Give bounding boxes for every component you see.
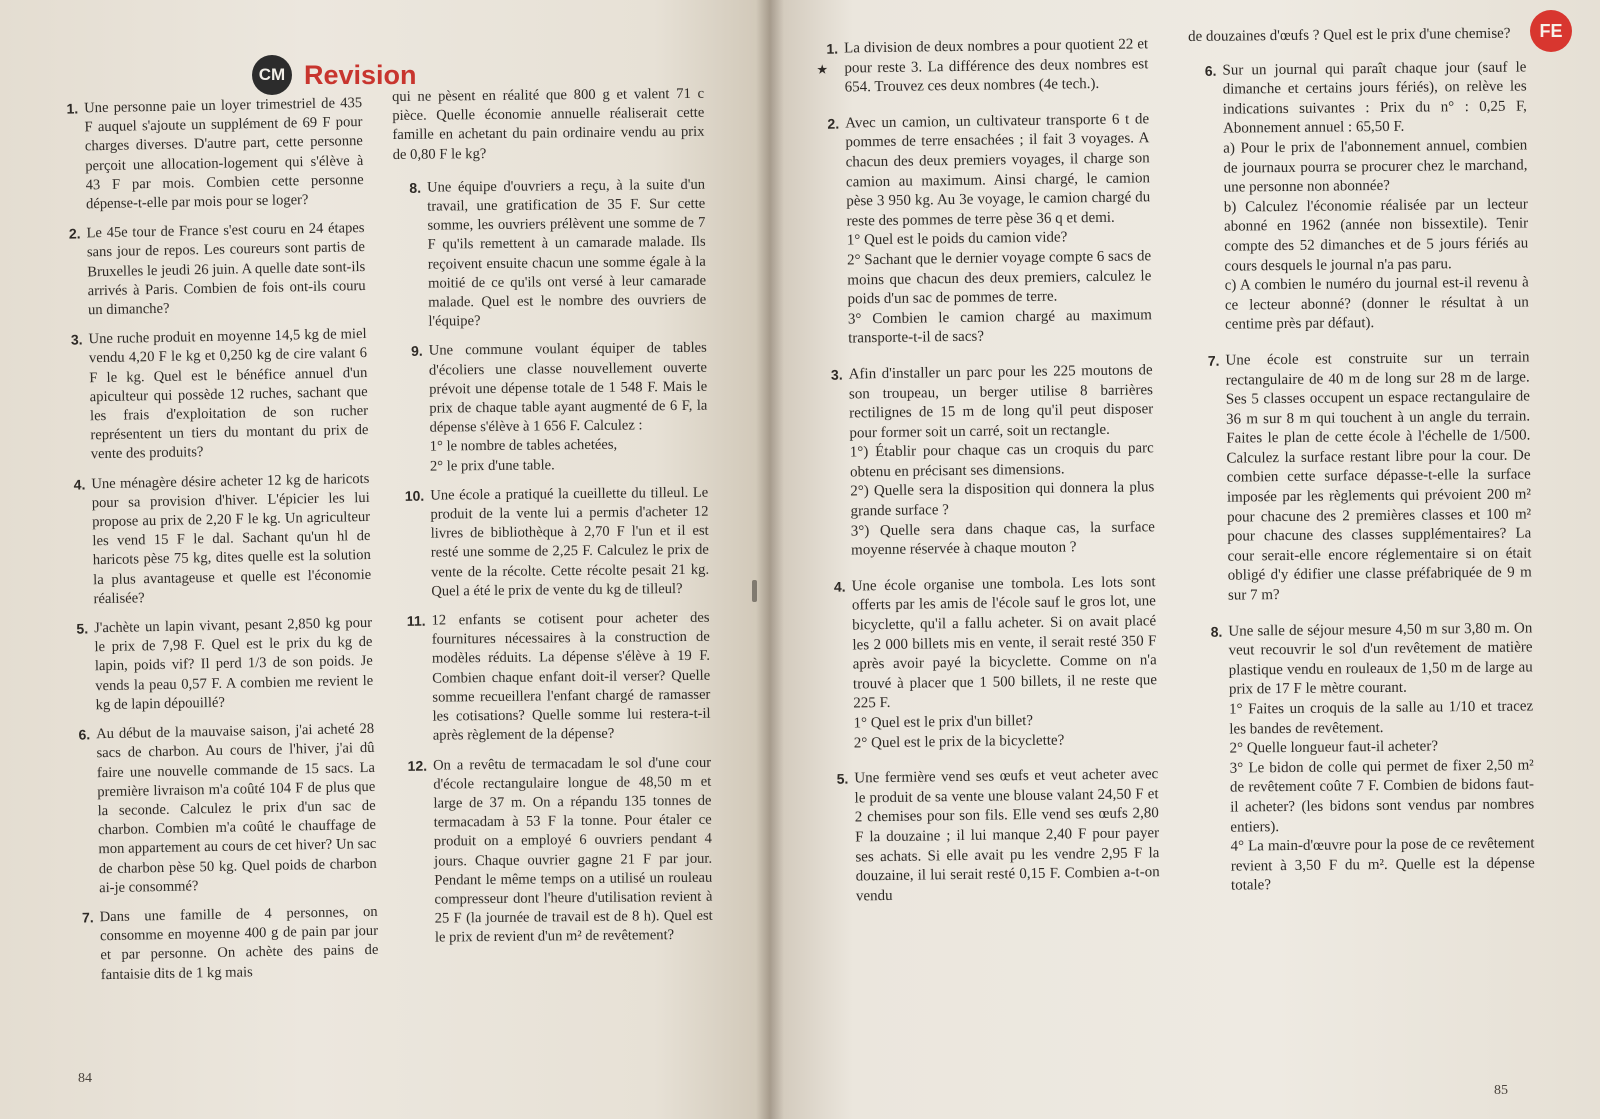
problem-item [66,903,379,986]
problem-number-label: 4. [73,476,86,493]
problem-number [66,908,101,985]
problem-number [810,40,845,99]
problem-number-label: 3. [70,331,83,348]
page-number-right: 85 [1494,1083,1508,1098]
problem-number [397,612,432,747]
problem-text: 12 enfants se cotisent pour acheter des fournitures nécessaires à la construction de modèles réduits. La dépense s'élève à 19 F. Combien chaque enfant doit-il verser? Quelle somme recueillera l'enfant chargé de ramasser les cotisations? Quelle somme lui restera-t-il après règlement de la dépense? [431,609,711,744]
problem-number [395,342,430,477]
problem-number-label: 5. [76,620,89,637]
problem-number-label: 6. [78,726,91,743]
problem-number-label: 1. [826,40,839,57]
problem-item [397,609,710,747]
problem-item [57,470,372,610]
left-page [0,0,770,1119]
problem-text: Une ménagère désire acheter 12 kg de haricots pour sa provision d'hiver. L'épicier les lui propose au prix de 2,20 F le kg. Un agriculteur les vend 15 F le dal. Sachant qu'un hl de haricots pèse 75 kg, dites quelle est la solution la plus avantageuse et quelle est l'économie réalisée? [91,470,372,608]
problem-item [811,110,1152,350]
page-number-left: 84 [78,1071,92,1086]
problem-item [1191,348,1532,606]
problem-number-label: 8. [1210,623,1223,640]
problem-number-label: 4. [833,578,846,595]
problem-number-label: 1. [66,100,79,117]
problem-text: Dans une famille de 4 personnes, on consomme en moyenne 400 g de pain par jour et par personne. On achète des pains de fantaisie dits de 1 kg mais [99,903,379,983]
problem-text: Une école est construite sur un terrain rectangulaire de 40 m de long sur 28 m de large. Ses 5 classes occupent un espace rectangulaire de 36 m sur 8 m qui touchent à un angle du terrain. Faites le plan de cette école à l'échelle de 1/500. Calculez la surface restant libre pour la cour. De combien cette surface dépasse-t-elle la surface imposée par les règlements qui prévoient 200 m² pour chacune des 2 premières classes et 100 m² pour chacune des classes supplémentaires? La cour serait-elle encore réglementaire si on était obligé d'y édifier une classe préfabriquée de 9 m sur 7 m? [1225,349,1532,604]
problem-number [1194,622,1231,897]
cm-badge: CM [252,55,292,95]
problem-number [820,770,856,908]
problem-text: J'achète un lapin vivant, pesant 2,850 kg pour le prix de 7,98 F. Quel est le prix du kg de lapin, poids vif? Il perd 1/3 de son poids. Je vends la peau 0,57 F. A combien me revient le kg de lapin dépouillé? [93,614,374,714]
problem-number [1191,352,1228,607]
problem-number-label: 12. [407,757,428,774]
problem-number-label: 2. [827,115,840,132]
problem-number [52,225,88,322]
left-column-2 [392,85,713,996]
right-column-2 [1188,24,1535,923]
problem-item [50,94,364,215]
problem-item [820,765,1160,907]
problem-item [396,484,709,602]
problem-number-label: 7. [1207,352,1220,369]
left-column-1 [50,94,379,996]
problem-continuation: de douzaines d'œufs ? Quel est le prix d'une chemise? [1188,25,1511,45]
problem-text: Une personne paie un loyer trimestriel de 435 F auquel s'ajoute un supplément de 69 F pour charges diverses. D'autre part, cette personne perçoit une allocation-logement qui s'élève à 43 F par mois. Combien cette personne dépense-t-elle par mois pour se loger? [84,95,364,213]
problem-number [1188,61,1225,336]
problem-text: Une école a pratiqué la cueillette du tilleul. Le produit de la vente lui a permis d'acheter 12 livres de bibliothèque à 2,70 F l'un et il est resté une somme de 2,25 F. Calculez le prix de vente de la récolte. Cette récolte pesait 21 kg. Quel a été le prix de vente du kg de tilleul? [430,484,710,600]
problem-item [62,720,377,899]
problem-text: Sur un journal qui paraît chaque jour (sauf le dimanche et certains jours fériés), on relève les indications suivantes : Prix du n° : 0,25 F, Abonnement annuel : 65,50 F. a) Pour le prix de l'abonnement annuel, combien de journaux pourra se procurer chez le marchand, une personne non abonnée? b) Calculez l'économie réalisée par un lecteur abonné en 1962 (année non bissextile). Tenir compte des 52 dimanches et de 5 jours fériés au cours desquels le journal n'a pas paru. c) A combien le numéro du journal est-il revenu à ce lecteur abonné? (donner le résultat à un centime près par défaut). [1222,59,1529,333]
problem-number [62,725,99,898]
problem-item [393,176,707,333]
problem-number-label: 11. [406,612,426,629]
problem-text: Afin d'installer un parc pour les 225 moutons de son troupeau, un berger utilise 8 barrières rectilignes de 15 m de long qu'il peut disposer pour former soit un carré, soit un rectangle. 1°) Établir pour chaque cas un croquis du parc obtenu en précisant ses dimensions. 2°) Quelle sera la disposition qui donnera la plus grande surface ? 3°) Quelle sera dans chaque cas, la surface moyenne réservée à chaque mouton ? [848,362,1155,559]
problem-text: Une école organise une tombola. Les lots sont offerts par les amis de l'école sauf le gros lot, une bicyclette, qu'il a fallu acheter. Si on avait placé les 2 000 billets mis en vente, il serait resté 350 F après avoir payé la bicyclette. Comme on n'a trouvé à placer que 1 500 billets, il ne reste que 225 F. 1° Quel est le prix d'un billet? 2° Quel est le prix de la bicyclette? [851,574,1158,752]
problem-number-label: 8. [409,179,422,196]
problem-number [815,365,852,561]
problem-item [60,614,374,716]
problem-text: Une ruche produit en moyenne 14,5 kg de miel vendu 4,20 F le kg et 0,250 kg de cire valant 6 F le kg. Quel est le bénéfice annuel d'un apiculteur qui possède 12 ruches, sachant que les frais d'exploitation de son rucher représentent un tiers du montant du prix de vente des produits? [88,326,369,463]
problem-item [399,753,713,948]
problem-number [393,178,429,332]
problem-text: Une fermière vend ses œufs et veut acheter avec le produit de sa vente une blouse valant 24,50 F et 2 chemises pour son fils. Elle vend ses œufs 2,80 F la douzaine ; il lui manque 2,40 F pour payer ses achats. Si elle avait pu les vendre 2,95 F la douzaine, il lui serait resté 0,15 F. Combien a-t-on vendu [854,766,1160,905]
spine-mark [752,580,757,602]
problem-number [811,114,848,350]
problem-number [818,577,854,754]
problem-number-label: 9. [410,343,423,360]
book-gutter [756,0,784,1119]
fe-badge: FE [1530,10,1572,52]
problem-number [57,475,94,610]
problem-number [50,99,86,215]
problem-item [810,35,1149,98]
right-columns [810,25,1560,923]
problem-number [399,756,435,948]
problem-continuation: qui ne pèsent en réalité que 800 g et valent 71 c pièce. Quelle économie annuelle réaliserait cette famille en achetant du pain ordinaire vendu au prix de 0,80 F le kg? [392,85,705,163]
problem-item [395,339,708,477]
problem-number-label: 7. [81,909,94,926]
right-page [770,0,1600,1119]
problem-number [60,619,96,716]
problem-number [54,331,91,466]
problem-number-label: 3. [830,366,843,383]
problem-number-label: 2. [68,225,81,242]
star-icon: ★ [816,61,829,77]
problem-item [815,361,1156,562]
problem-text: On a revêtu de termacadam le sol d'une cour d'école rectangulaire longue de 48,50 m et large de 37 m. On a répandu 135 tonnes de termacadam à 53 F la tonne. Pour étaler ce produit on a employé 6 ouvriers pendant 4 jours. Chaque ouvrier gagne 21 F par jour. Pendant le même temps on a utilisé un rouleau compresseur dont l'heure d'utilisation revient à 25 F (la journée de travail est de 8 h). Quel est le prix de revient d'un m² de revêtement? [433,754,713,946]
problem-text: La division de deux nombres a pour quotient 22 et pour reste 3. La différence des deux nombres est 654. Trouvez ces deux nombres (4e tech.). [844,36,1149,96]
problem-item [52,219,366,321]
problem-number-label: 10. [404,487,425,504]
problem-text: Une équipe d'ouvriers a reçu, à la suite d'un travail, une gratification de 35 F. Sur cette somme, les ouvriers prélèvent une somme de 7 F qu'ils remettent à un camarade malade. Ils reçoivent ensuite chacun une somme égale à la moitié de ce qu'ils ont versé à leur camarade malade. Quel est le nombre des ouvriers de l'équipe? [426,176,707,330]
problem-item [818,573,1158,754]
problem-item [54,325,369,465]
problem-text: Au début de la mauvaise saison, j'ai acheté 28 sacs de charbon. Au cours de l'hiver, j'ai dû faire une nouvelle commande de 15 sacs. La première livraison m'a coûté 104 F de plus que la seconde. Calculez le prix d'un sac de charbon. Combien m'a coûté le chauffage de mon appartement au cours de cet hiver? Un sac de charbon pèse 50 kg. Quel poids de charbon ai-je consommé? [96,720,377,896]
problem-number [396,486,431,602]
left-columns [50,85,740,996]
problem-text: Une salle de séjour mesure 4,50 m sur 3,80 m. On veut recouvrir le sol d'un revêtement de matière plastique vendu en rouleaux de 1,50 m de large au prix de 17 F le mètre courant. 1° Faites un croquis de la salle au 1/10 et tracez les bandes de revêtement. 2° Quelle longueur faut-il acheter? 3° Le bidon de colle qui permet de fixer 2,50 m² de revêtement coûte 7 F. Combien de bidons faut-il acheter? (les bidons sont vendus par nombres entiers). 4° La main-d'œuvre pour la pose de ce revêtement revient à 3,50 F du m². Quelle est la dépense totale? [1228,620,1535,894]
page-title: Revision [304,59,417,90]
problem-text: Avec un camion, un cultivateur transporte 6 t de pommes de terre ensachées ; il fait 3 voyages. A chacun des deux premiers voyages, il charge son camion au maximum. Ainsi chargé, le camion pèse 3 950 kg. Au 3e voyage, le camion chargé du reste des pommes de terre pèse 36 q et demi. 1° Quel est le poids du camion vide? 2° Sachant que le dernier voyage compte 6 sacs de moins que chacun des deux premiers, calculez le poids d'un sac de pommes de terre. 3° Combien le camion chargé au maximum transporte-t-il de sacs? [845,111,1152,347]
problem-text: Une commune voulant équiper de tables d'écoliers une classe nouvellement ouverte prévoit une dépense totale de 1 548 F. Mais le prix de chaque table ayant augmenté de 6 F, la dépense s'élève à 1 656 F. Calculez : 1° le nombre de tables achetées, 2° le prix d'une table. [428,340,708,475]
problem-text: Le 45e tour de France s'est couru en 24 étapes sans jour de repos. Les coureurs sont partis de Bruxelles le jeudi 26 juin. A quelle date sont-ils arrivés à Paris. Combien de fois ont-ils couru un dimanche? [86,220,366,319]
problem-item [1188,58,1529,336]
problem-number-label: 5. [836,770,849,787]
problem-item [1194,619,1535,897]
right-column-1 [810,35,1160,923]
problem-number-label: 6. [1204,62,1217,79]
